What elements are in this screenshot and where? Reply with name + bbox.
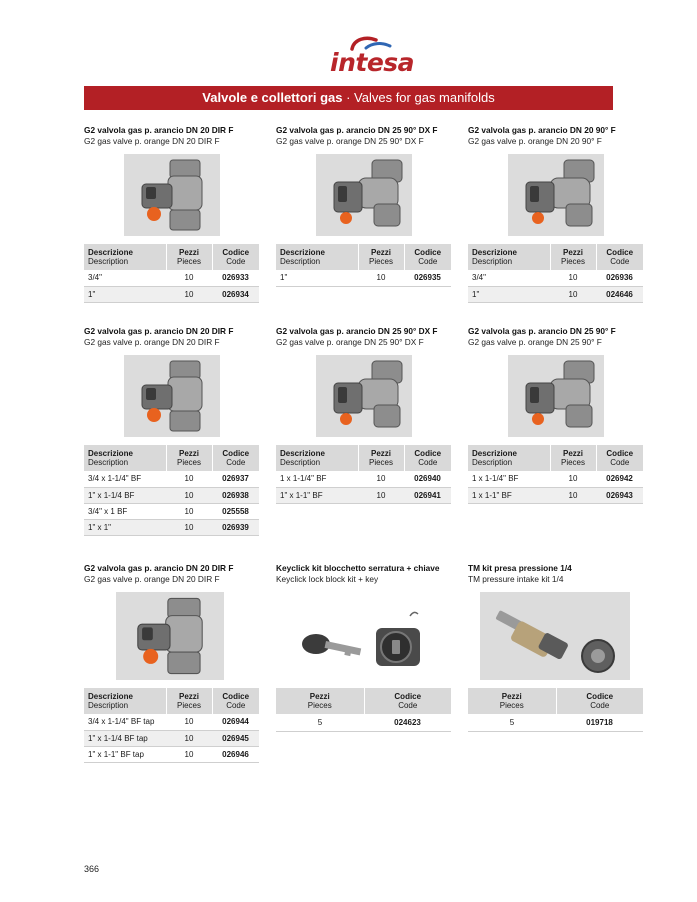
product-card [468,326,643,504]
product-card [468,125,643,303]
product-title-it: G2 valvola gas p. arancio DN 20 DIR F [84,326,234,336]
product-title-en: Keyclick lock block kit + key [276,574,379,584]
product-title-en: G2 gas valve p. orange DN 20 DIR F [84,337,220,347]
product-title-it: G2 valvola gas p. arancio DN 20 DIR F [84,563,234,573]
gas-valve-straight-image [116,592,224,680]
gas-valve-angle-image [508,154,604,236]
product-card [84,125,259,303]
table-row: 1" 10 026935 [276,270,451,286]
banner-title-it: Valvole e collettori gas [202,90,343,105]
product-title-en: G2 gas valve p. orange DN 20 DIR F [84,574,220,584]
product-table: Descrizione Description Pezzi Pieces Codice Code 1 x 1-1/4" BF 10 026940 1" x 1-1" BF 10 026941 [276,445,451,504]
table-row: 1" 10 026934 [84,286,259,302]
product-card [276,563,451,732]
product-title-en: G2 gas valve p. orange DN 20 90° F [468,136,602,146]
gas-valve-angle-image [316,355,412,437]
gas-valve-straight-image [124,355,220,437]
table-row: 1 x 1-1/4" BF 10 026940 [276,471,451,487]
product-card [276,326,451,504]
product-title-en: G2 gas valve p. orange DN 25 90° F [468,337,602,347]
product-title-en: G2 gas valve p. orange DN 25 90° DX F [276,337,424,347]
page-number: 366 [84,864,100,874]
product-table: Descrizione Description Pezzi Pieces Codice Code 3/4 x 1-1/4" BF 10 026937 1" x 1-1/4 BF 10 026938 3/4" x 1 BF 10 025558 1" x 1" 10 026939 [84,445,259,536]
table-row: 1" 10 024646 [468,286,643,302]
table-row: 1 x 1-1" BF 10 026943 [468,487,643,503]
banner-separator: · [342,90,355,105]
pressure-intake-kit-image [480,592,630,680]
table-row: 3/4 x 1-1/4" BF 10 026937 [84,471,259,487]
lock-key-kit-image [290,592,440,680]
table-row: 3/4 x 1-1/4" BF tap 10 026944 [84,714,259,730]
product-title-it: Keyclick kit blocchetto serratura + chiave [276,563,440,573]
table-row: 3/4" 10 026933 [84,270,259,286]
product-title-it: TM kit presa pressione 1/4 [468,563,572,573]
table-row: 5 019718 [468,714,643,731]
product-table: Descrizione Description Pezzi Pieces Codice Code 1 x 1-1/4" BF 10 026942 1 x 1-1" BF 10 026943 [468,445,643,504]
product-title-en: G2 gas valve p. orange DN 20 DIR F [84,136,220,146]
product-card [84,326,259,536]
product-table: Descrizione Description Pezzi Pieces Codice Code 3/4" 10 026933 1" 10 026934 [84,244,259,303]
brand-name: intesa [330,48,415,77]
product-title-it: G2 valvola gas p. arancio DN 25 90° DX F [276,326,438,336]
product-title-en: TM pressure intake kit 1/4 [468,574,564,584]
gas-valve-angle-image [508,355,604,437]
product-table: Pezzi Pieces Codice Code 5 019718 [468,688,643,732]
table-row: 1" x 1-1/4 BF 10 026938 [84,487,259,503]
table-row: 1" x 1-1/4 BF tap 10 026945 [84,730,259,746]
brand-logo [320,34,415,80]
table-row: 1" x 1-1" BF tap 10 026946 [84,746,259,762]
product-table: Descrizione Description Pezzi Pieces Codice Code 1" 10 026935 [276,244,451,287]
section-banner [84,86,613,110]
table-row: 3/4" 10 026936 [468,270,643,286]
product-card [84,563,259,763]
table-row: 1" x 1-1" BF 10 026941 [276,487,451,503]
table-row: 3/4" x 1 BF 10 025558 [84,503,259,519]
product-title-it: G2 valvola gas p. arancio DN 25 90° F [468,326,616,336]
product-card [276,125,451,287]
product-title-en: G2 gas valve p. orange DN 25 90° DX F [276,136,424,146]
table-row: 1" x 1" 10 026939 [84,519,259,535]
table-row: 1 x 1-1/4" BF 10 026942 [468,471,643,487]
product-card [468,563,643,732]
product-table: Pezzi Pieces Codice Code 5 024623 [276,688,451,732]
gas-valve-angle-image [316,154,412,236]
product-title-it: G2 valvola gas p. arancio DN 20 DIR F [84,125,234,135]
product-title-it: G2 valvola gas p. arancio DN 20 90° F [468,125,616,135]
gas-valve-straight-image [124,154,220,236]
product-table: Descrizione Description Pezzi Pieces Codice Code 3/4" 10 026936 1" 10 024646 [468,244,643,303]
product-title-it: G2 valvola gas p. arancio DN 25 90° DX F [276,125,438,135]
table-row: 5 024623 [276,714,451,731]
product-table: Descrizione Description Pezzi Pieces Codice Code 3/4 x 1-1/4" BF tap 10 026944 1" x 1-1/4 BF tap 10 026945 1" x 1-1" BF tap 10 026946 [84,688,259,763]
banner-title-en: Valves for gas manifolds [354,90,495,105]
